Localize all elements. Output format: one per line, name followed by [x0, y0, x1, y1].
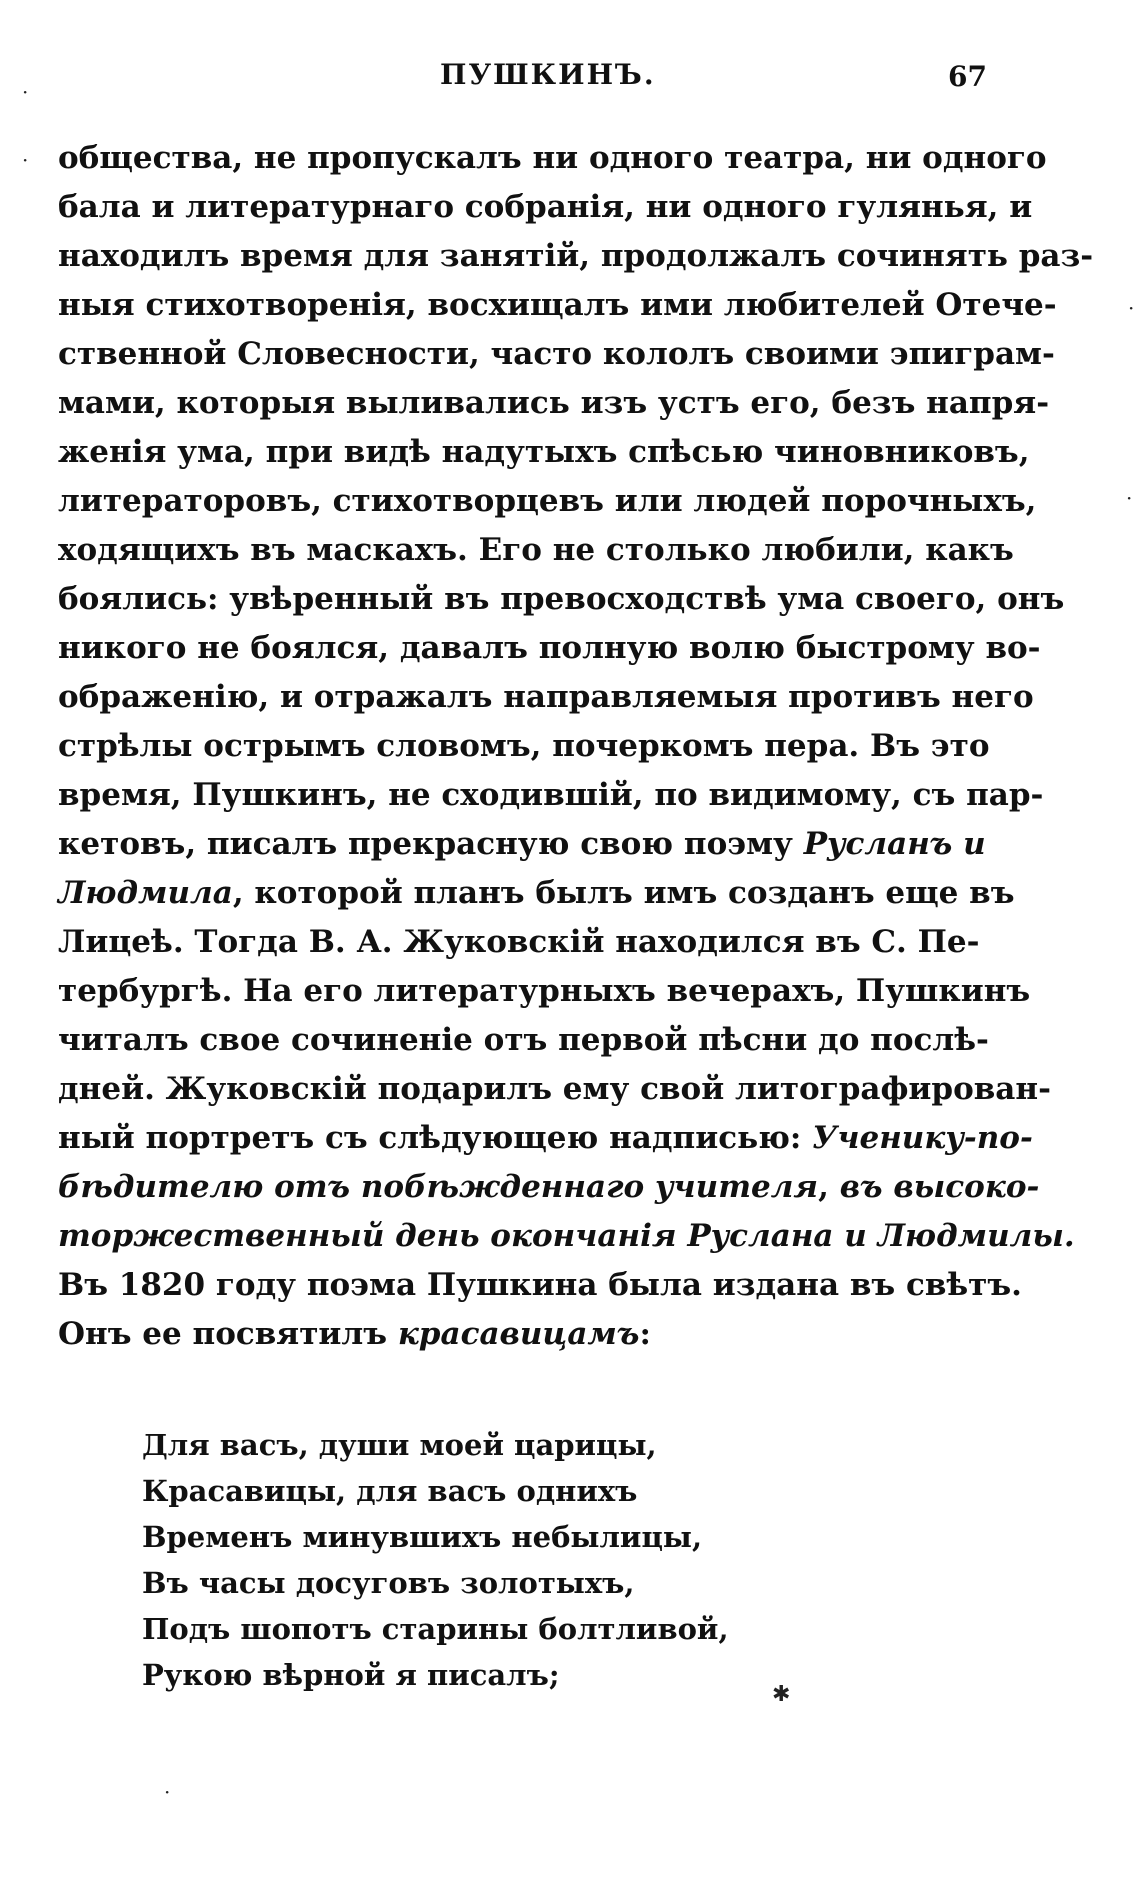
text-line: кетовъ, писалъ прекрасную свою поэму Русланъ и: [58, 826, 986, 862]
poem-title-italic: Русланъ и: [803, 826, 986, 862]
verse-line: Временъ минувшихъ небылицы,: [142, 1520, 703, 1554]
text-line: бала и литературнаго собранія, ни одного гулянья, и: [58, 189, 1033, 225]
dedication-italic: красавицамъ: [397, 1316, 640, 1352]
verse-line: Для васъ, души моей царицы,: [142, 1428, 657, 1462]
poem-title-italic: Людмила: [58, 875, 233, 911]
inscription-italic: Ученику-по-: [812, 1120, 1033, 1156]
scan-speck: ·: [1126, 486, 1133, 510]
verse-line: Рукою вѣрной я писалъ;: [142, 1658, 560, 1692]
text-line: стрѣлы острымъ словомъ, почеркомъ пера. Въ это: [58, 728, 990, 764]
inscription-italic: бѣдителю отъ побѣжденнаго учителя: [58, 1169, 819, 1205]
scan-speck: ·: [22, 80, 29, 104]
text-line: читалъ свое сочиненіе отъ первой пѣсни до послѣ-: [58, 1022, 989, 1058]
text-line: боялись: увѣренный въ превосходствѣ ума своего, онъ: [58, 581, 1065, 617]
text-line: ходящихъ въ маскахъ. Его не столько любили, какъ: [58, 532, 1014, 568]
text-line: Онъ ее посвятилъ красавицамъ:: [58, 1316, 651, 1352]
scan-speck: ·: [1128, 296, 1135, 320]
text-line: тербургѣ. На его литературныхъ вечерахъ, Пушкинъ: [58, 973, 1031, 1009]
running-head-title: ПУШКИНЪ.: [440, 58, 656, 91]
running-head: [0, 58, 1140, 98]
text-line: женія ума, при видѣ надутыхъ спѣсью чиновниковъ,: [58, 434, 1030, 470]
text-line: ныя стихотворенія, восхищалъ ими любителей Отече-: [58, 287, 1057, 323]
inscription-italic: торжественный день окончанія Руслана и Людмилы.: [58, 1218, 1075, 1254]
page-number: 67: [948, 60, 987, 93]
verse-quote: [142, 1422, 729, 1698]
text-line: Лицеѣ. Тогда В. А. Жуковскій находился въ С. Пе-: [58, 924, 980, 960]
text-line: бѣдителю отъ побѣжденнаго учителя, въ высоко-: [58, 1169, 1040, 1205]
text-line: мами, которыя выливались изъ устъ его, безъ напря-: [58, 385, 1050, 421]
text-line: ственной Словесности, часто кололъ своими эпиграм-: [58, 336, 1055, 372]
verse-line: Въ часы досуговъ золотыхъ,: [142, 1566, 635, 1600]
asterisk-ornament-icon: ✱: [772, 1682, 791, 1707]
text-line: находилъ время для занятій, продолжалъ сочинять раз-: [58, 238, 1094, 274]
main-paragraph: [58, 134, 1094, 1359]
text-line: Людмила, которой планъ былъ имъ созданъ еще въ: [58, 875, 1015, 911]
text-line: литераторовъ, стихотворцевъ или людей порочныхъ,: [58, 483, 1037, 519]
text-line: [58, 1212, 1075, 1261]
text-line: время, Пушкинъ, не сходившій, по видимому, съ пар-: [58, 777, 1044, 813]
verse-line: Красавицы, для васъ однихъ: [142, 1474, 638, 1508]
text-line: ображенію, и отражалъ направляемыя противъ него: [58, 679, 1034, 715]
text-line: Въ 1820 году поэма Пушкина была издана въ свѣтъ.: [58, 1267, 1022, 1303]
inscription-italic: въ высоко-: [839, 1169, 1040, 1205]
scan-speck: ·: [164, 1780, 171, 1804]
text-line: никого не боялся, давалъ полную волю быстрому во-: [58, 630, 1041, 666]
text-line: дней. Жуковскій подарилъ ему свой литографирован-: [58, 1071, 1051, 1107]
text-line: ный портретъ съ слѣдующею надписью: Ученику-по-: [58, 1120, 1033, 1156]
scan-speck: ·: [22, 148, 29, 172]
text-line: общества, не пропускалъ ни одного театра, ни одного: [58, 140, 1047, 176]
verse-line: Подъ шопотъ старины болтливой,: [142, 1612, 729, 1646]
